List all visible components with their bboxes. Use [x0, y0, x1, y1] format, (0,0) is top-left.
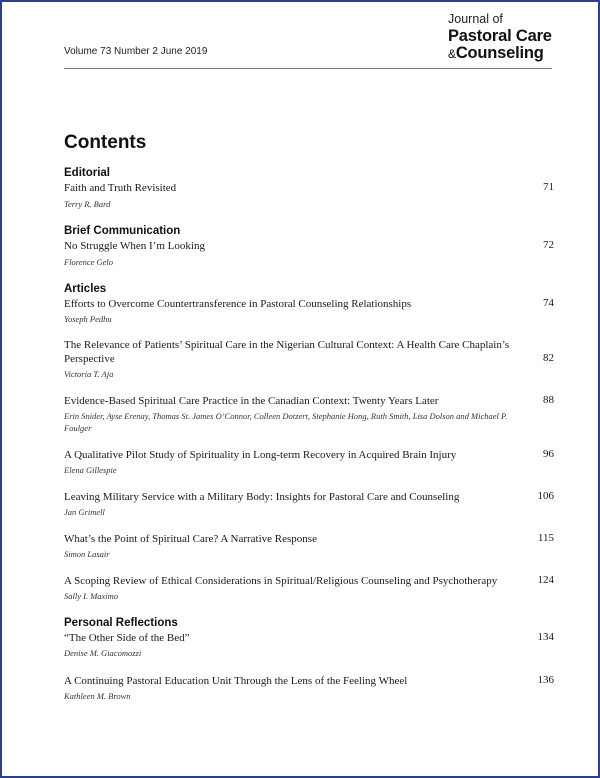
entry-authors: Florence Gelo: [64, 257, 114, 267]
entry-authors: Yoseph Pedhu: [64, 314, 112, 324]
entry-page-number: 72: [543, 239, 554, 251]
journal-logo-line1: Journal of: [448, 12, 503, 26]
entry-title[interactable]: Faith and Truth Revisited: [64, 182, 177, 194]
entry-authors: Simon Lasair: [64, 549, 110, 559]
entry-page-number: 115: [537, 532, 554, 544]
entry-page-number: 71: [543, 181, 554, 193]
entry-authors: Erin Snider, Ayse Erenay, Thomas St. James O’Connor, Colleen Dotzert, Stephanie Hong, Ruth Smith, Lisa Dolson and Michael P. Foulger: [64, 411, 508, 433]
section-heading-editorial: Editorial: [64, 167, 111, 179]
entry-authors: Elena Gillespie: [64, 465, 117, 475]
entry-authors: Kathleen M. Brown: [64, 691, 131, 701]
entry-title[interactable]: The Relevance of Patients’ Spiritual Care in the Nigerian Cultural Context: A Health Care Chaplain’s Perspective: [64, 339, 510, 365]
entry-page-number: 88: [543, 394, 554, 406]
entry-page-number: 136: [537, 674, 554, 686]
entry-authors: Jan Grimell: [64, 507, 105, 517]
entry-page-number: 134: [537, 631, 554, 643]
entry-title[interactable]: A Scoping Review of Ethical Considerations in Spiritual/Religious Counseling and Psychotherapy: [64, 575, 498, 587]
section-heading-articles: Articles: [64, 283, 107, 295]
entry-authors: Sally I. Maximo: [64, 591, 119, 601]
journal-logo-counseling: Counseling: [455, 44, 544, 62]
journal-logo-ampersand: &: [448, 47, 456, 61]
entry-title[interactable]: Evidence-Based Spiritual Care Practice in the Canadian Context: Twenty Years Later: [64, 395, 439, 407]
entry-title[interactable]: What’s the Point of Spiritual Care? A Narrative Response: [64, 533, 317, 545]
entry-authors: Denise M. Giacomozzi: [64, 648, 142, 658]
entry-page-number: 82: [543, 352, 554, 364]
section-heading-brief-communication: Brief Communication: [64, 225, 181, 237]
contents-title: Contents: [64, 132, 147, 153]
header-rule: [64, 68, 552, 69]
volume-issue-line: Volume 73 Number 2 June 2019: [64, 46, 208, 57]
entry-authors: Terry R. Bard: [64, 199, 111, 209]
entry-title[interactable]: “The Other Side of the Bed”: [64, 632, 190, 644]
entry-title[interactable]: No Struggle When I’m Looking: [64, 240, 205, 252]
entry-page-number: 74: [543, 297, 554, 309]
entry-authors: Victoria T. Aja: [64, 369, 114, 379]
journal-logo-line2: Pastoral Care: [448, 26, 552, 45]
entry-title[interactable]: Efforts to Overcome Countertransference in Pastoral Counseling Relationships: [64, 298, 412, 310]
journal-logo: [448, 13, 552, 62]
entry-title[interactable]: Leaving Military Service with a Military Body: Insights for Pastoral Care and Counseling: [64, 491, 460, 503]
section-heading-personal-reflections: Personal Reflections: [64, 617, 178, 629]
entry-page-number: 124: [537, 574, 554, 586]
journal-logo-line3: [448, 45, 552, 62]
entry-page-number: 96: [543, 448, 554, 460]
entry-page-number: 106: [537, 490, 554, 502]
entry-title[interactable]: A Continuing Pastoral Education Unit Through the Lens of the Feeling Wheel: [64, 675, 408, 687]
entry-title[interactable]: A Qualitative Pilot Study of Spirituality in Long-term Recovery in Acquired Brain Injury: [64, 449, 457, 461]
